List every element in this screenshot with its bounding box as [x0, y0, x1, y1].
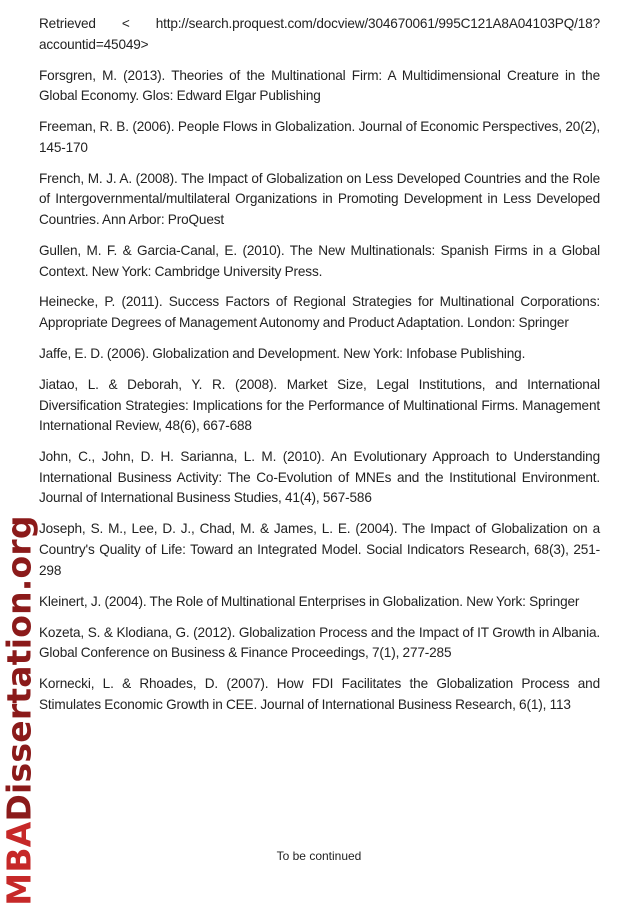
watermark-mba: MBA	[0, 821, 39, 905]
watermark-logo	[0, 514, 40, 905]
reference-entry: Retrieved < http://search.proquest.com/docview/304670061/995C121A8A04103PQ/18?accountid=45049>	[39, 16, 600, 52]
reference-entry: Kornecki, L. & Rhoades, D. (2007). How FDI Facilitates the Globalization Process and Stimulates Economic Growth in CEE. Journal of International Business Research, 6(1), 113	[39, 676, 600, 712]
reference-entry: Jiatao, L. & Deborah, Y. R. (2008). Market Size, Legal Institutions, and International Diversification Strategies: Implications for the Performance of Multinational Firms. Management International Review, 48(6), 667-688	[39, 377, 600, 434]
watermark-text	[0, 515, 39, 905]
reference-entry: Freeman, R. B. (2006). People Flows in Globalization. Journal of Economic Perspectives, 20(2), 145-170	[39, 119, 600, 155]
reference-entry: Jaffe, E. D. (2006). Globalization and Development. New York: Infobase Publishing.	[39, 346, 526, 362]
footer-continued: To be continued	[276, 849, 362, 863]
reference-entry: Gullen, M. F. & Garcia-Canal, E. (2010). The New Multinationals: Spanish Firms in a Global Context. New York: Cambridge University Press.	[39, 242, 600, 279]
reference-entry: John, C., John, D. H. Sarianna, L. M. (2010). An Evolutionary Approach to Understanding International Business Activity: The Co-Evolution of MNEs and the Institutional Environment. Journal of International Business Studies, 41(4), 567-586	[39, 449, 600, 506]
reference-entry: Kleinert, J. (2004). The Role of Multinational Enterprises in Globalization. New York: Springer	[39, 593, 580, 609]
reference-entry: Joseph, S. M., Lee, D. J., Chad, M. & James, L. E. (2004). The Impact of Globalization on a Country's Quality of Life: Toward an Integrated Model. Social Indicators Research, 68(3), 251-298	[39, 521, 600, 578]
reference-entry: Forsgren, M. (2013). Theories of the Multinational Firm: A Multidimensional Creature in the Global Economy. Glos: Edward Elgar Publishing	[39, 67, 600, 104]
reference-list	[39, 14, 600, 726]
reference-entry: Kozeta, S. & Klodiana, G. (2012). Globalization Process and the Impact of IT Growth in Albania. Global Conference on Business & Finance Proceedings, 7(1), 277-285	[39, 624, 600, 661]
watermark-dissertation: Dissertation.org	[0, 514, 39, 822]
reference-entry: Heinecke, P. (2011). Success Factors of Regional Strategies for Multinational Corporations: Appropriate Degrees of Management Autonomy and Product Adaptation. London: Springer	[39, 294, 600, 331]
reference-entry: French, M. J. A. (2008). The Impact of Globalization on Less Developed Countries and the Role of Intergovernmental/multilateral Organizations in Promoting Development in Less Developed Countries. Ann Arbor: ProQuest	[39, 170, 600, 227]
